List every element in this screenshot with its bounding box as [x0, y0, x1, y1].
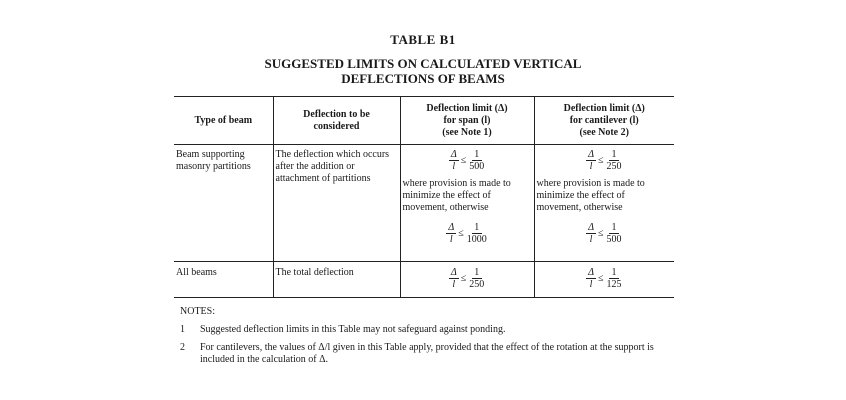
header-type-of-beam: Type of beam	[174, 97, 273, 145]
cell-span-limit	[400, 262, 534, 298]
formula-cant-secondary	[537, 222, 673, 245]
formula-relation: ≤	[598, 154, 604, 166]
limit-denominator: 250	[469, 279, 485, 290]
formula-denominator: l	[449, 234, 453, 245]
formula-relation: ≤	[460, 154, 467, 166]
formula-relation: ≤	[598, 272, 604, 284]
header-deflection-considered	[273, 97, 400, 145]
limit-numerator: 1	[472, 149, 482, 161]
notes-header: NOTES:	[180, 306, 215, 317]
note-text: For cantilevers, the values of Δ/l given in this Table apply, provided that the effect of the rotation at the support is included in the calculation of Δ.	[200, 342, 654, 365]
limit-numerator: 1	[609, 222, 619, 234]
formula-span-primary	[403, 149, 532, 172]
limit-numerator: 1	[609, 267, 619, 279]
cell-deflection-considered: The total deflection	[273, 262, 400, 298]
type-line2: masonry partitions	[176, 161, 251, 172]
note-number: 1	[180, 324, 185, 335]
table-title: TABLE B1	[390, 32, 456, 47]
formula-denominator: l	[589, 279, 593, 290]
formula-denominator: l	[589, 234, 593, 245]
header-col3-line1: Deflection limit (Δ)	[426, 102, 508, 114]
formula-span-all	[403, 267, 532, 290]
limit-numerator: 1	[472, 222, 482, 234]
subtitle-line-2: DEFLECTIONS OF BEAMS	[341, 71, 505, 86]
note-number: 2	[180, 342, 185, 353]
deflection-limits-table	[174, 96, 674, 298]
formula-cant-primary	[537, 149, 673, 172]
formula-span-secondary	[403, 222, 532, 245]
header-col4-line3: (see Note 2)	[579, 126, 629, 138]
note-text: Suggested deflection limits in this Table may not safeguard against ponding.	[200, 324, 506, 335]
limit-denominator: 500	[469, 161, 485, 172]
limit-denominator: 250	[606, 161, 622, 172]
header-col2-line2: considered	[313, 120, 360, 132]
table-header-row	[174, 97, 674, 145]
formula-denominator: l	[589, 161, 593, 172]
formula-numerator: Δ	[586, 267, 596, 279]
cell-span-limit	[400, 145, 534, 262]
limit-numerator: 1	[472, 267, 482, 279]
formula-denominator: l	[452, 279, 456, 290]
header-span-limit	[400, 97, 534, 145]
cell-type-of-beam	[174, 145, 273, 262]
cell-type-of-beam: All beams	[174, 262, 273, 298]
cell-deflection-considered: The deflection which occurs after the addition or attachment of partitions	[273, 145, 400, 262]
cant-provision-text: where provision is made to minimize the effect of movement, otherwise	[536, 178, 645, 213]
formula-cant-all	[537, 267, 673, 290]
span-provision-text: where provision is made to minimize the effect of movement, otherwise	[402, 178, 511, 213]
formula-numerator: Δ	[446, 222, 456, 234]
type-line1: Beam supporting	[176, 149, 245, 160]
formula-numerator: Δ	[586, 222, 596, 234]
note-item	[180, 324, 680, 336]
table-subtitle	[0, 56, 846, 86]
formula-numerator: Δ	[449, 267, 459, 279]
subtitle-line-1: SUGGESTED LIMITS ON CALCULATED VERTICAL	[264, 56, 582, 71]
header-col3-line2: for span (l)	[443, 114, 491, 126]
note-item	[180, 342, 680, 366]
formula-numerator: Δ	[449, 149, 459, 161]
limit-denominator: 1000	[466, 234, 487, 245]
header-cantilever-limit	[534, 97, 674, 145]
notes-section	[180, 306, 680, 372]
formula-relation: ≤	[598, 227, 604, 239]
header-col2-line1: Deflection to be	[303, 108, 370, 120]
limit-denominator: 125	[606, 279, 622, 290]
formula-denominator: l	[452, 161, 456, 172]
limit-numerator: 1	[609, 149, 619, 161]
header-col3-line3: (see Note 1)	[442, 126, 492, 138]
table-row	[174, 145, 674, 262]
formula-numerator: Δ	[586, 149, 596, 161]
table-row	[174, 262, 674, 298]
header-col4-line2: for cantilever (l)	[569, 114, 639, 126]
formula-relation: ≤	[458, 227, 464, 239]
header-col4-line1: Deflection limit (Δ)	[563, 102, 645, 114]
cell-cantilever-limit	[534, 262, 674, 298]
limit-denominator: 500	[606, 234, 622, 245]
cell-cantilever-limit	[534, 145, 674, 262]
formula-relation: ≤	[460, 272, 467, 284]
